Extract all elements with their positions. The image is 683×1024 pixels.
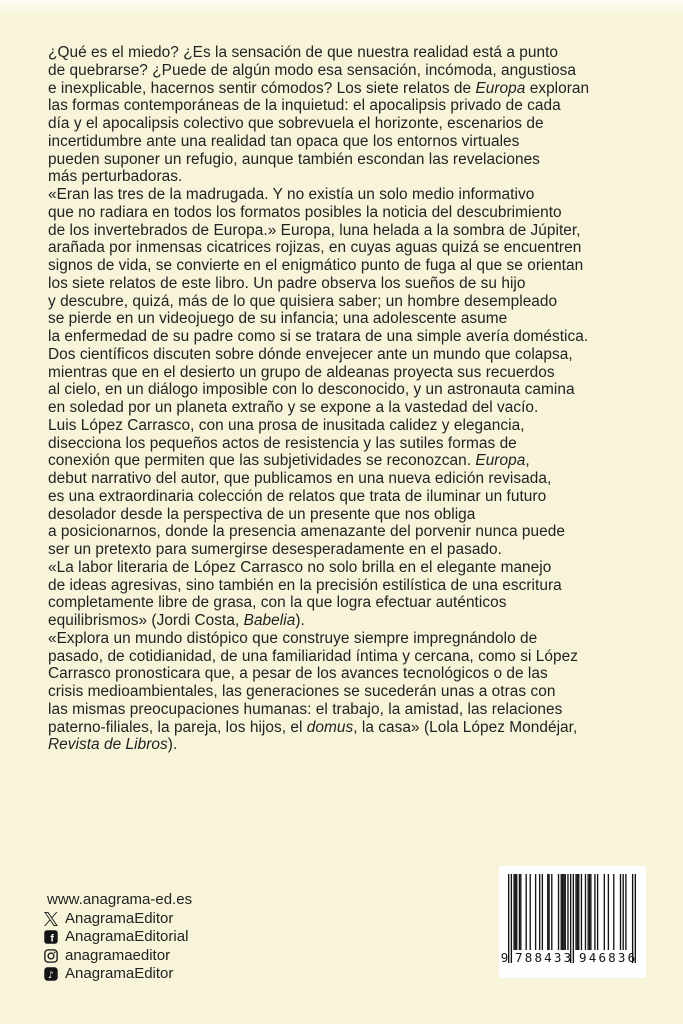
text-line: paterno-filiales, la pareja, los hijos, el domus, la casa» (Lola López Mondéjar, <box>48 718 578 736</box>
social-handle: AnagramaEditorial <box>65 928 189 945</box>
text-line: equilibrismos» (Jordi Costa, Babelia). <box>48 612 305 629</box>
text-line: Revista de Libros). <box>48 736 178 754</box>
social-row <box>44 910 192 929</box>
text-line: ser un pretexto para sumergirse desesperadamente en el pasado. <box>48 541 502 558</box>
text-line: incertidumbre ante una realidad tan opaca que los entornos virtuales <box>48 132 520 150</box>
x-icon <box>44 912 58 926</box>
text-line: «Explora un mundo distópico que construye siempre impregnándolo de <box>48 629 538 647</box>
social-row <box>44 947 192 966</box>
text-line: pueden suponer un refugio, aunque también escondan las revelaciones <box>48 150 540 168</box>
text-line: conexión que permiten que las subjetividades se reconozcan. Europa, <box>48 452 530 470</box>
facebook-icon <box>44 930 58 944</box>
text-line: «La labor literaria de López Carrasco no solo brilla en el elegante manejo <box>48 558 552 576</box>
text-line: e inexplicable, hacernos sentir cómodos? Los siete relatos de Europa exploran <box>48 79 590 97</box>
text-line: que no radiara en todos los formatos posibles la noticia del descubrimiento <box>48 203 562 221</box>
text-line: de los invertebrados de Europa.» Europa, luna helada a la sombra de Júpiter, <box>48 221 581 239</box>
text-line: «Eran las tres de la madrugada. Y no existía un solo medio informativo <box>48 186 535 203</box>
text-line: disecciona los pequeños actos de resistencia y las sutiles formas de <box>48 434 517 452</box>
text-line: al cielo, en un diálogo imposible con lo desconocido, y un astronauta camina <box>48 381 575 399</box>
text-line: completamente libre de grasa, con la que logra efectuar auténticos <box>48 594 507 612</box>
text-line: las mismas preocupaciones humanas: el trabajo, la amistad, las relaciones <box>48 700 563 718</box>
website-url: www.anagrama-ed.es <box>47 891 193 908</box>
text-line: ¿Qué es el miedo? ¿Es la sensación de que nuestra realidad está a punto <box>48 44 559 61</box>
publisher-contact-block <box>44 891 192 984</box>
text-line: pasado, de cotidianidad, de una familiaridad íntima y cercana, como si López <box>48 647 578 665</box>
svg-text:♪: ♪ <box>48 970 54 982</box>
text-line: desolador desde la perspectiva de un presente que nos obliga <box>48 505 476 523</box>
text-line: es una extraordinaria colección de relatos que trata de iluminar un futuro <box>48 487 547 505</box>
text-line: arañada por inmensas cicatrices rojizas, en cuyas aguas quizá se encuentren <box>48 239 582 257</box>
text-line: Dos científicos discuten sobre dónde envejecer ante un mundo que colapsa, <box>48 345 573 363</box>
synopsis-text <box>48 44 668 754</box>
text-line: crisis medioambientales, las generaciones se sucederán unas a otras con <box>48 683 556 700</box>
text-line: en soledad por un planeta extraño y se expone a la vastedad del vacío. <box>48 399 539 416</box>
isbn-number <box>499 950 646 965</box>
svg-text:f: f <box>50 932 54 945</box>
text-line: día y el apocalipsis colectivo que sobrevuela el horizonte, escenarios de <box>48 115 544 132</box>
social-row <box>44 928 192 947</box>
isbn-barcode-box <box>499 866 646 978</box>
barcode-lead-digit: 9 <box>500 950 509 965</box>
tiktok-icon <box>44 967 58 981</box>
text-line: de quebrarse? ¿Puede de algún modo esa sensación, incómoda, angustiosa <box>48 61 576 79</box>
text-line: más perturbadoras. <box>48 168 183 186</box>
text-line: la enfermedad de su padre como si se tratara de una simple avería doméstica. <box>48 328 589 345</box>
barcode-left-digits: 788433 <box>515 950 574 965</box>
instagram-icon <box>44 949 58 963</box>
text-line: y descubre, quizá, más de lo que quisiera saber; un hombre desempleado <box>48 292 558 310</box>
social-handle: AnagramaEditor <box>65 965 174 982</box>
text-line: Carrasco pronosticara que, a pesar de los avances tecnológicos o de las <box>48 665 548 683</box>
text-line: se pierde en un videojuego de su infancia; una adolescente asume <box>48 310 508 328</box>
text-line: Luis López Carrasco, con una prosa de inusitada calidez y elegancia, <box>48 416 525 434</box>
barcode-right-digits: 946836 <box>579 950 638 965</box>
text-line: mientras que en el desierto un grupo de aldeanas proyecta sus recuerdos <box>48 363 555 381</box>
text-line: las formas contemporáneas de la inquietud: el apocalipsis privado de cada <box>48 97 561 115</box>
social-handle: AnagramaEditor <box>65 909 174 927</box>
text-line: a posicionarnos, donde la presencia amenazante del porvenir nunca puede <box>48 523 565 541</box>
social-row <box>44 965 192 984</box>
text-line: de ideas agresivas, sino también en la precisión estilística de una escritura <box>48 576 562 594</box>
social-handle: anagramaeditor <box>65 946 171 964</box>
text-line: signos de vida, se convierte en el enigmático punto de fuga al que se orientan <box>48 257 584 274</box>
text-line: debut narrativo del autor, que publicamos en una nueva edición revisada, <box>48 470 552 487</box>
social-links <box>44 910 192 984</box>
text-line: los siete relatos de este libro. Un padre observa los sueños de su hijo <box>48 274 526 292</box>
